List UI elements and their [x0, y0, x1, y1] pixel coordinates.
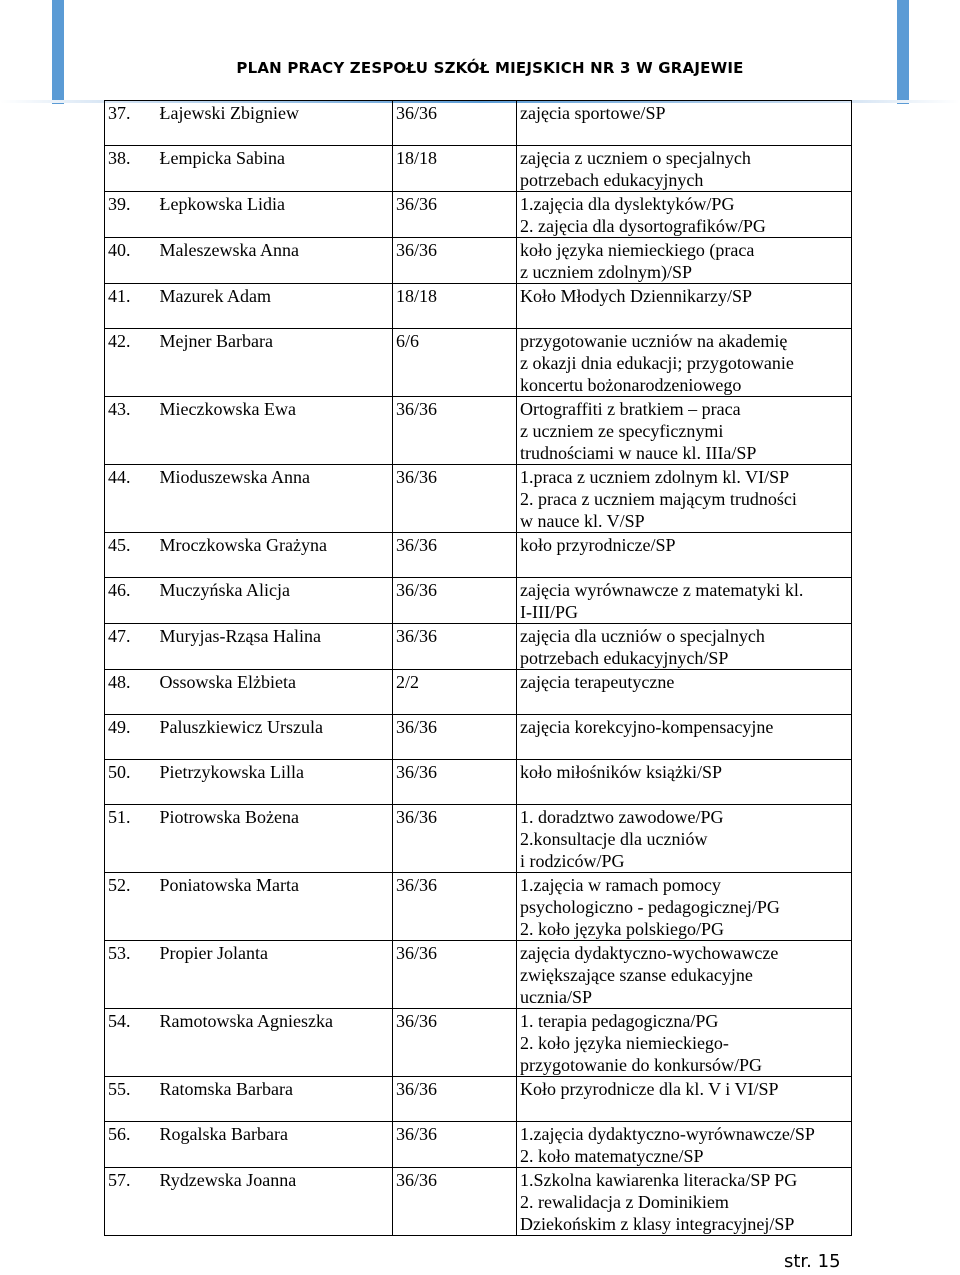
activity-line: zajęcia sportowe/SP — [520, 103, 666, 123]
table-row — [105, 1122, 852, 1168]
activity-cell — [517, 1122, 852, 1168]
activity-cell — [517, 284, 852, 329]
row-number: 52. — [105, 873, 157, 941]
row-number: 53. — [105, 941, 157, 1009]
activity-cell — [517, 624, 852, 670]
activity-cell — [517, 1168, 852, 1236]
table-row — [105, 805, 852, 873]
activity-cell — [517, 533, 852, 578]
table-row — [105, 465, 852, 533]
hours-value: 36/36 — [393, 1077, 517, 1122]
teacher-name: Mazurek Adam — [157, 284, 393, 329]
teacher-name: Muryjas-Rząsa Halina — [157, 624, 393, 670]
table-row — [105, 1009, 852, 1077]
activity-cell — [517, 397, 852, 465]
activity-cell — [517, 101, 852, 146]
hours-value: 36/36 — [393, 465, 517, 533]
header-accent-bar-left — [52, 0, 64, 104]
table-row — [105, 715, 852, 760]
activity-line: ucznia/SP — [520, 987, 592, 1007]
row-number: 46. — [105, 578, 157, 624]
activity-line: 2. koło języka niemieckiego- — [520, 1033, 729, 1053]
table-row — [105, 397, 852, 465]
activity-cell — [517, 146, 852, 192]
row-number: 44. — [105, 465, 157, 533]
activity-line: 1.Szkolna kawiarenka literacka/SP PG — [520, 1170, 798, 1190]
table-row — [105, 624, 852, 670]
table-row — [105, 578, 852, 624]
teacher-name: Propier Jolanta — [157, 941, 393, 1009]
table-row — [105, 760, 852, 805]
activity-line: przygotowanie do konkursów/PG — [520, 1055, 762, 1075]
activity-cell — [517, 715, 852, 760]
activity-line: z uczniem ze specyficznymi — [520, 421, 724, 441]
row-number: 54. — [105, 1009, 157, 1077]
row-number: 39. — [105, 192, 157, 238]
teacher-name: Mroczkowska Grażyna — [157, 533, 393, 578]
activity-line: zajęcia z uczniem o specjalnych — [520, 148, 751, 168]
hours-value: 6/6 — [393, 329, 517, 397]
activity-cell — [517, 1077, 852, 1122]
page-number: str. 15 — [784, 1251, 841, 1272]
hours-value: 36/36 — [393, 1122, 517, 1168]
activity-line: 1.zajęcia dydaktyczno-wyrównawcze/SP — [520, 1124, 815, 1144]
activity-cell — [517, 238, 852, 284]
row-number: 37. — [105, 101, 157, 146]
activity-line: 2.konsultacje dla uczniów — [520, 829, 708, 849]
hours-value: 36/36 — [393, 578, 517, 624]
activity-cell — [517, 1009, 852, 1077]
activity-line: trudnościami w nauce kl. IIIa/SP — [520, 443, 757, 463]
row-number: 42. — [105, 329, 157, 397]
hours-value: 36/36 — [393, 715, 517, 760]
activity-line: 1. doradztwo zawodowe/PG — [520, 807, 724, 827]
activity-line: 1.praca z uczniem zdolnym kl. VI/SP — [520, 467, 790, 487]
teacher-name: Łempicka Sabina — [157, 146, 393, 192]
row-number: 38. — [105, 146, 157, 192]
page-header — [0, 59, 960, 77]
activity-line: 2. koło matematyczne/SP — [520, 1146, 704, 1166]
activity-line: 2. koło języka polskiego/PG — [520, 919, 724, 939]
page-header-title: PLAN PRACY ZESPOŁU SZKÓŁ MIEJSKICH NR 3 W GRAJEWIE — [236, 59, 744, 77]
activity-line: Koło przyrodnicze dla kl. V i VI/SP — [520, 1079, 779, 1099]
row-number: 50. — [105, 760, 157, 805]
activity-line: z okazji dnia edukacji; przygotowanie — [520, 353, 794, 373]
activity-line: zajęcia dydaktyczno-wychowawcze — [520, 943, 779, 963]
activity-cell — [517, 873, 852, 941]
teacher-name: Mioduszewska Anna — [157, 465, 393, 533]
teacher-name: Ramotowska Agnieszka — [157, 1009, 393, 1077]
table-row — [105, 284, 852, 329]
row-number: 40. — [105, 238, 157, 284]
activity-line: koncertu bożonarodzeniowego — [520, 375, 742, 395]
teacher-name: Muczyńska Alicja — [157, 578, 393, 624]
activity-line: Dziekońskim z klasy integracyjnej/SP — [520, 1214, 795, 1234]
plan-table-body — [105, 101, 852, 1236]
row-number: 55. — [105, 1077, 157, 1122]
hours-value: 18/18 — [393, 146, 517, 192]
teacher-name: Mieczkowska Ewa — [157, 397, 393, 465]
teacher-name: Piotrowska Bożena — [157, 805, 393, 873]
teacher-name: Mejner Barbara — [157, 329, 393, 397]
hours-value: 36/36 — [393, 873, 517, 941]
activity-line: potrzebach edukacyjnych/SP — [520, 648, 729, 668]
hours-value: 36/36 — [393, 1168, 517, 1236]
activity-line: 1. terapia pedagogiczna/PG — [520, 1011, 719, 1031]
hours-value: 36/36 — [393, 941, 517, 1009]
activity-cell — [517, 760, 852, 805]
activity-line: zajęcia terapeutyczne — [520, 672, 675, 692]
teacher-name: Poniatowska Marta — [157, 873, 393, 941]
activity-line: zajęcia korekcyjno-kompensacyjne — [520, 717, 774, 737]
row-number: 43. — [105, 397, 157, 465]
table-row — [105, 146, 852, 192]
hours-value: 36/36 — [393, 805, 517, 873]
activity-line: przygotowanie uczniów na akademię — [520, 331, 788, 351]
activity-line: 2. rewalidacja z Dominikiem — [520, 1192, 729, 1212]
activity-line: w nauce kl. V/SP — [520, 511, 645, 531]
row-number: 56. — [105, 1122, 157, 1168]
activity-line: z uczniem zdolnym)/SP — [520, 262, 692, 282]
table-row — [105, 1077, 852, 1122]
activity-line: zajęcia dla uczniów o specjalnych — [520, 626, 765, 646]
activity-cell — [517, 805, 852, 873]
teacher-name: Łepkowska Lidia — [157, 192, 393, 238]
activity-line: Koło Młodych Dziennikarzy/SP — [520, 286, 752, 306]
hours-value: 36/36 — [393, 533, 517, 578]
activity-line: koło przyrodnicze/SP — [520, 535, 676, 555]
activity-cell — [517, 670, 852, 715]
hours-value: 2/2 — [393, 670, 517, 715]
activity-line: Ortograffiti z bratkiem – praca — [520, 399, 741, 419]
activity-line: zwiększające szanse edukacyjne — [520, 965, 753, 985]
table-row — [105, 238, 852, 284]
row-number: 45. — [105, 533, 157, 578]
table-row — [105, 941, 852, 1009]
row-number: 47. — [105, 624, 157, 670]
table-row — [105, 192, 852, 238]
teacher-name: Pietrzykowska Lilla — [157, 760, 393, 805]
teacher-name: Łajewski Zbigniew — [157, 101, 393, 146]
activity-cell — [517, 329, 852, 397]
activity-line: koło miłośników książki/SP — [520, 762, 723, 782]
hours-value: 36/36 — [393, 1009, 517, 1077]
table-row — [105, 1168, 852, 1236]
activity-line: koło języka niemieckiego (praca — [520, 240, 755, 260]
activity-line: I-III/PG — [520, 602, 578, 622]
row-number: 48. — [105, 670, 157, 715]
hours-value: 36/36 — [393, 397, 517, 465]
table-row — [105, 329, 852, 397]
teacher-name: Rogalska Barbara — [157, 1122, 393, 1168]
activity-line: psychologiczno - pedagogicznej/PG — [520, 897, 780, 917]
hours-value: 36/36 — [393, 760, 517, 805]
activity-line: 1.zajęcia w ramach pomocy — [520, 875, 721, 895]
teacher-name: Ossowska Elżbieta — [157, 670, 393, 715]
activity-cell — [517, 465, 852, 533]
hours-value: 36/36 — [393, 238, 517, 284]
header-accent-bar-right — [897, 0, 909, 104]
hours-value: 18/18 — [393, 284, 517, 329]
hours-value: 36/36 — [393, 101, 517, 146]
teacher-name: Rydzewska Joanna — [157, 1168, 393, 1236]
table-row — [105, 533, 852, 578]
activity-line: 2. praca z uczniem mającym trudności — [520, 489, 797, 509]
activity-line: zajęcia wyrównawcze z matematyki kl. — [520, 580, 804, 600]
row-number: 57. — [105, 1168, 157, 1236]
activity-line: 1.zajęcia dla dyslektyków/PG — [520, 194, 735, 214]
table-row — [105, 101, 852, 146]
table-row — [105, 873, 852, 941]
activity-line: potrzebach edukacyjnych — [520, 170, 704, 190]
activity-line: i rodziców/PG — [520, 851, 625, 871]
teacher-name: Ratomska Barbara — [157, 1077, 393, 1122]
plan-table — [104, 100, 852, 1236]
row-number: 51. — [105, 805, 157, 873]
hours-value: 36/36 — [393, 192, 517, 238]
row-number: 49. — [105, 715, 157, 760]
teacher-name: Paluszkiewicz Urszula — [157, 715, 393, 760]
activity-line: 2. zajęcia dla dysortografików/PG — [520, 216, 766, 236]
activity-cell — [517, 941, 852, 1009]
activity-cell — [517, 578, 852, 624]
activity-cell — [517, 192, 852, 238]
row-number: 41. — [105, 284, 157, 329]
hours-value: 36/36 — [393, 624, 517, 670]
table-row — [105, 670, 852, 715]
teacher-name: Maleszewska Anna — [157, 238, 393, 284]
